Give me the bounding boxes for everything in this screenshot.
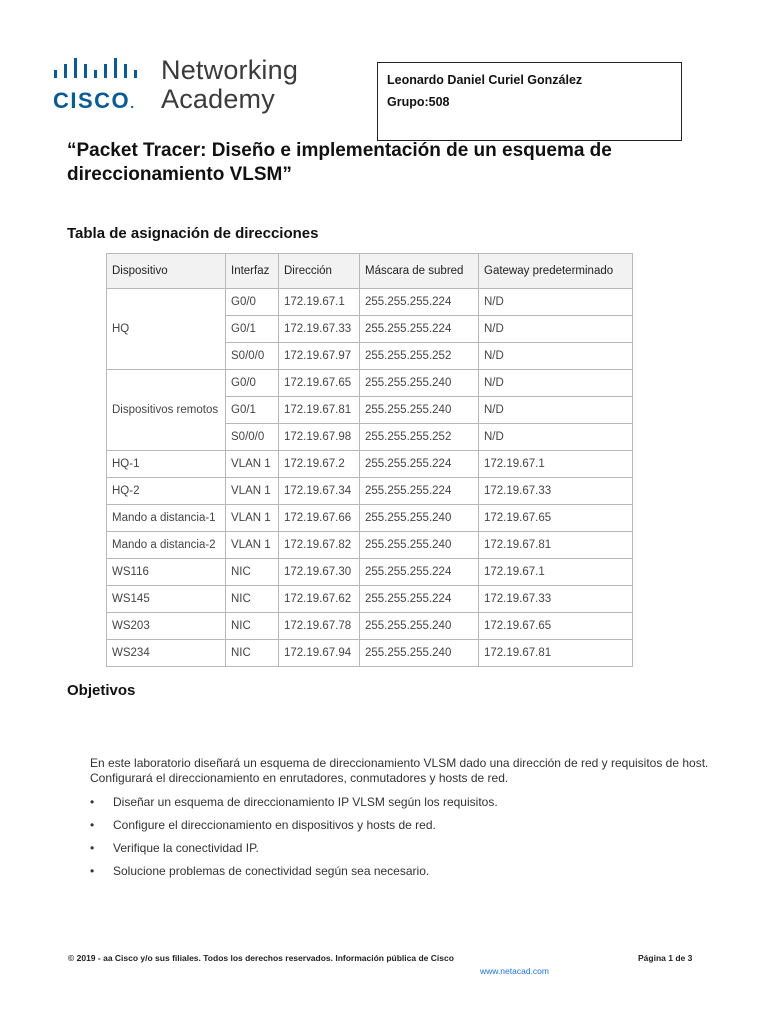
address-cell: 172.19.67.82 [279,532,360,559]
mask-cell: 255.255.255.240 [360,397,479,424]
list-item: • Solucione problemas de conectividad según sea necesario. [90,864,430,878]
gateway-cell: N/D [479,343,633,370]
gateway-cell: N/D [479,289,633,316]
table-header-row [107,254,633,289]
address-table [106,253,633,667]
address-cell: 172.19.67.66 [279,505,360,532]
bullet-icon: • [90,864,95,878]
footer-copyright: © 2019 - aa Cisco y/o sus filiales. Todos los derechos reservados. Información pública de Cisco [68,953,454,963]
address-cell: 172.19.67.1 [279,289,360,316]
interface-cell: NIC [226,640,279,667]
objectives-heading: Objetivos [67,682,136,699]
address-table-heading: Tabla de asignación de direcciones [67,225,319,242]
gateway-cell: N/D [479,316,633,343]
author-box [377,62,682,141]
table-row [107,532,633,559]
device-cell: HQ-2 [107,478,226,505]
interface-cell: NIC [226,613,279,640]
column-header: Interfaz [226,254,279,289]
gateway-cell: N/D [479,397,633,424]
column-header: Dirección [279,254,360,289]
footer-netacad-link[interactable]: www.netacad.com [480,966,549,976]
device-cell: WS234 [107,640,226,667]
column-header: Máscara de subred [360,254,479,289]
gateway-cell: 172.19.67.65 [479,505,633,532]
interface-cell: VLAN 1 [226,505,279,532]
list-item: • Diseñar un esquema de direccionamiento IP VLSM según los requisitos. [90,795,498,809]
mask-cell: 255.255.255.240 [360,613,479,640]
gateway-cell: 172.19.67.1 [479,451,633,478]
table-row [107,586,633,613]
address-cell: 172.19.67.65 [279,370,360,397]
table-row [107,451,633,478]
list-item: • Configure el direccionamiento en dispositivos y hosts de red. [90,818,436,832]
gateway-cell: N/D [479,370,633,397]
device-cell: HQ-1 [107,451,226,478]
gateway-cell: 172.19.67.33 [479,478,633,505]
interface-cell: VLAN 1 [226,532,279,559]
address-cell: 172.19.67.2 [279,451,360,478]
author-name: Leonardo Daniel Curiel González [387,73,583,87]
table-row [107,370,633,397]
device-cell: Dispositivos remotos [107,370,226,451]
gateway-cell: 172.19.67.81 [479,640,633,667]
cisco-networking-academy-logo [52,55,312,118]
address-cell: 172.19.67.98 [279,424,360,451]
interface-cell: G0/1 [226,397,279,424]
bullet-icon: • [90,795,95,809]
mask-cell: 255.255.255.240 [360,532,479,559]
gateway-cell: 172.19.67.65 [479,613,633,640]
device-cell: WS145 [107,586,226,613]
interface-cell: NIC [226,586,279,613]
interface-cell: NIC [226,559,279,586]
column-header: Dispositivo [107,254,226,289]
document-title: “Packet Tracer: Diseño e implementación de un esquema de direccionamiento VLSM” [67,140,612,185]
interface-cell: VLAN 1 [226,451,279,478]
address-cell: 172.19.67.34 [279,478,360,505]
device-cell: WS116 [107,559,226,586]
mask-cell: 255.255.255.224 [360,559,479,586]
address-cell: 172.19.67.97 [279,343,360,370]
bullet-icon: • [90,841,95,855]
interface-cell: G0/1 [226,316,279,343]
mask-cell: 255.255.255.224 [360,478,479,505]
mask-cell: 255.255.255.224 [360,316,479,343]
cisco-wordmark: CISCO. [53,88,136,113]
table-row [107,505,633,532]
mask-cell: 255.255.255.224 [360,451,479,478]
address-cell: 172.19.67.30 [279,559,360,586]
address-cell: 172.19.67.33 [279,316,360,343]
table-row [107,478,633,505]
mask-cell: 255.255.255.240 [360,505,479,532]
table-row [107,559,633,586]
mask-cell: 255.255.255.240 [360,640,479,667]
table-row [107,289,633,316]
gateway-cell: 172.19.67.1 [479,559,633,586]
gateway-cell: 172.19.67.81 [479,532,633,559]
table-row [107,640,633,667]
address-cell: 172.19.67.81 [279,397,360,424]
device-cell: Mando a distancia-1 [107,505,226,532]
mask-cell: 255.255.255.240 [360,370,479,397]
bullet-icon: • [90,818,95,832]
interface-cell: S0/0/0 [226,424,279,451]
device-cell: Mando a distancia-2 [107,532,226,559]
objectives-intro: En este laboratorio diseñará un esquema de direccionamiento VLSM dado una dirección de red y requisitos de host. Configurará el direccionamiento en enrutadores, conmutadores y hosts de red. [90,756,709,785]
mask-cell: 255.255.255.252 [360,343,479,370]
address-cell: 172.19.67.62 [279,586,360,613]
cisco-bars-icon [52,58,152,84]
networking-academy-wordmark: Networking Academy [161,55,299,114]
interface-cell: VLAN 1 [226,478,279,505]
gateway-cell: N/D [479,424,633,451]
footer-page-number: Página 1 de 3 [638,953,693,963]
gateway-cell: 172.19.67.33 [479,586,633,613]
device-cell: HQ [107,289,226,370]
interface-cell: S0/0/0 [226,343,279,370]
mask-cell: 255.255.255.224 [360,289,479,316]
author-group: Grupo:508 [387,95,450,109]
mask-cell: 255.255.255.252 [360,424,479,451]
column-header: Gateway predeterminado [479,254,633,289]
objectives-list [90,795,498,887]
list-item: • Verifique la conectividad IP. [90,841,259,855]
address-cell: 172.19.67.78 [279,613,360,640]
table-row [107,613,633,640]
device-cell: WS203 [107,613,226,640]
interface-cell: G0/0 [226,289,279,316]
mask-cell: 255.255.255.224 [360,586,479,613]
address-cell: 172.19.67.94 [279,640,360,667]
interface-cell: G0/0 [226,370,279,397]
